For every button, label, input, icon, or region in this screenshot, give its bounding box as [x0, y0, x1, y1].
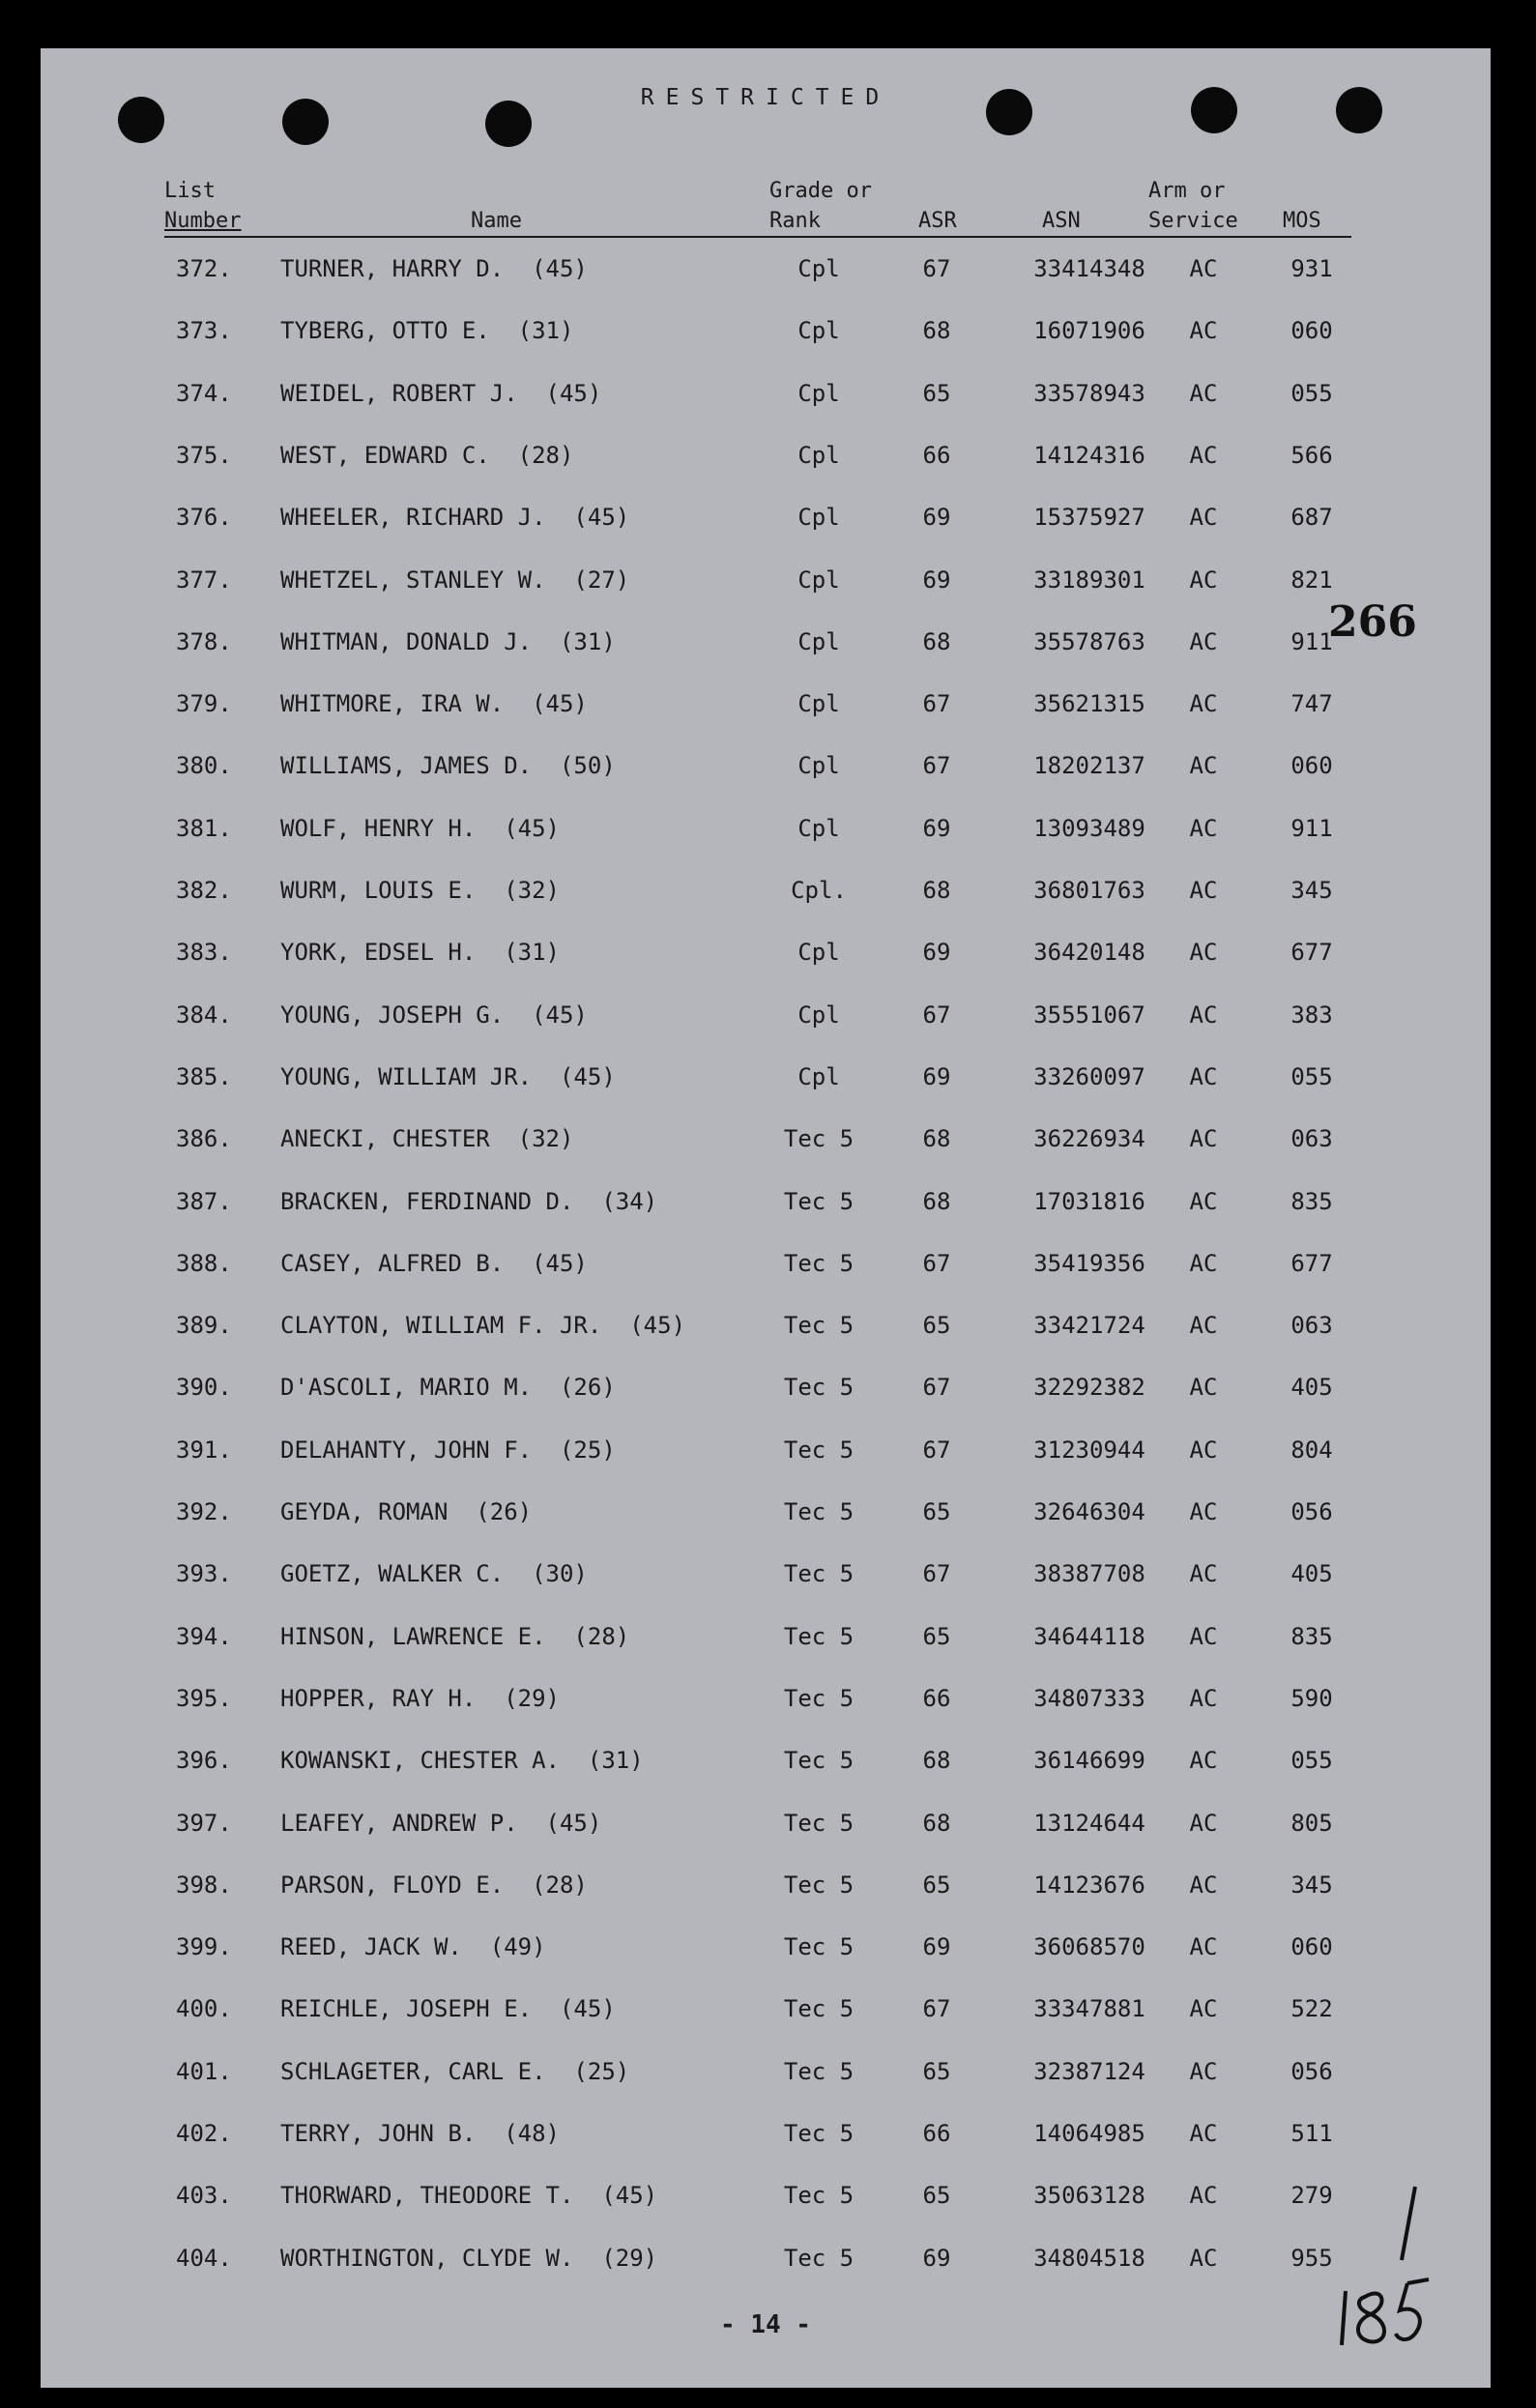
cell-mos: 835 [1290, 1622, 1333, 1650]
cell-num: 389. [176, 1312, 232, 1340]
table-row [41, 1810, 1491, 1848]
table-row [41, 1001, 1491, 1040]
cell-asr: 67 [922, 752, 951, 780]
cell-asn: 13124644 [1033, 1809, 1145, 1837]
cell-mos: 590 [1290, 1684, 1333, 1712]
cell-asr: 65 [922, 1622, 951, 1650]
cell-arm: AC [1189, 379, 1218, 407]
cell-num: 383. [176, 939, 232, 967]
cell-num: 374. [176, 379, 232, 407]
cell-num: 388. [176, 1249, 232, 1277]
cell-mos: 345 [1290, 1871, 1333, 1899]
table-row [41, 1125, 1491, 1164]
cell-arm: AC [1189, 690, 1218, 718]
cell-asr: 65 [922, 1498, 951, 1525]
table-row [41, 1250, 1491, 1289]
cell-mos: 805 [1290, 1809, 1333, 1837]
cell-asr: 68 [922, 1809, 951, 1837]
cell-asr: 67 [922, 1249, 951, 1277]
cell-mos: 345 [1290, 877, 1333, 904]
cell-asr: 68 [922, 1187, 951, 1215]
cell-asr: 68 [922, 1125, 951, 1153]
cell-arm: AC [1189, 2057, 1218, 2085]
cell-name: BRACKEN, FERDINAND D. (34) [280, 1187, 658, 1215]
cell-arm: AC [1189, 627, 1218, 655]
cell-num: 395. [176, 1684, 232, 1712]
cell-name: WORTHINGTON, CLYDE W. (29) [280, 2244, 658, 2272]
cell-arm: AC [1189, 877, 1218, 904]
cell-name: THORWARD, THEODORE T. (45) [280, 2182, 658, 2210]
cell-num: 403. [176, 2182, 232, 2210]
cell-grade: Tec 5 [783, 2057, 855, 2085]
cell-arm: AC [1189, 814, 1218, 842]
cell-asn: 33421724 [1033, 1312, 1145, 1340]
cell-asn: 16071906 [1033, 317, 1145, 345]
cell-arm: AC [1189, 1187, 1218, 1215]
cell-asr: 68 [922, 1747, 951, 1775]
cell-asn: 35063128 [1033, 2182, 1145, 2210]
col-header-mos: MOS [1283, 209, 1321, 233]
cell-asn: 34644118 [1033, 1622, 1145, 1650]
cell-asn: 38387708 [1033, 1560, 1145, 1588]
cell-name: TERRY, JOHN B. (48) [280, 2120, 560, 2147]
cell-arm: AC [1189, 1933, 1218, 1961]
cell-mos: 677 [1290, 1249, 1333, 1277]
cell-asn: 33414348 [1033, 255, 1145, 282]
cell-asr: 66 [922, 2120, 951, 2147]
cell-num: 385. [176, 1062, 232, 1090]
table-row [41, 2120, 1491, 2159]
cell-asn: 35419356 [1033, 1249, 1145, 1277]
cell-asr: 69 [922, 504, 951, 532]
cell-num: 400. [176, 1995, 232, 2023]
cell-name: SCHLAGETER, CARL E. (25) [280, 2057, 630, 2085]
cell-num: 399. [176, 1933, 232, 1961]
cell-asr: 69 [922, 939, 951, 967]
cell-num: 381. [176, 814, 232, 842]
table-row [41, 566, 1491, 605]
cell-mos: 677 [1290, 939, 1333, 967]
cell-arm: AC [1189, 1374, 1218, 1402]
cell-asr: 65 [922, 2182, 951, 2210]
cell-grade: Tec 5 [783, 1249, 855, 1277]
cell-name: HINSON, LAWRENCE E. (28) [280, 1622, 630, 1650]
cell-arm: AC [1189, 1684, 1218, 1712]
cell-grade: Cpl [797, 752, 840, 780]
cell-name: GEYDA, ROMAN (26) [280, 1498, 533, 1525]
cell-num: 402. [176, 2120, 232, 2147]
cell-mos: 522 [1290, 1995, 1333, 2023]
table-row [41, 1871, 1491, 1910]
cell-arm: AC [1189, 939, 1218, 967]
cell-asn: 15375927 [1033, 504, 1145, 532]
cell-mos: 056 [1290, 2057, 1333, 2085]
table-row [41, 380, 1491, 419]
table-row [41, 2245, 1491, 2283]
cell-name: WHITMAN, DONALD J. (31) [280, 627, 616, 655]
cell-asn: 36226934 [1033, 1125, 1145, 1153]
cell-name: WEIDEL, ROBERT J. (45) [280, 379, 602, 407]
cell-mos: 955 [1290, 2244, 1333, 2272]
cell-asr: 69 [922, 2244, 951, 2272]
cell-grade: Tec 5 [783, 1622, 855, 1650]
cell-num: 386. [176, 1125, 232, 1153]
cell-grade: Tec 5 [783, 1933, 855, 1961]
table-row [41, 1063, 1491, 1102]
cell-asn: 36801763 [1033, 877, 1145, 904]
cell-asr: 69 [922, 1933, 951, 1961]
cell-grade: Tec 5 [783, 2244, 855, 2272]
cell-mos: 511 [1290, 2120, 1333, 2147]
cell-asr: 67 [922, 1560, 951, 1588]
cell-asr: 66 [922, 441, 951, 469]
cell-arm: AC [1189, 255, 1218, 282]
cell-asr: 66 [922, 1684, 951, 1712]
cell-grade: Cpl [797, 441, 840, 469]
table-row [41, 752, 1491, 791]
cell-arm: AC [1189, 2120, 1218, 2147]
cell-mos: 055 [1290, 1747, 1333, 1775]
cell-name: TYBERG, OTTO E. (31) [280, 317, 574, 345]
cell-mos: 055 [1290, 1062, 1333, 1090]
cell-asn: 13093489 [1033, 814, 1145, 842]
cell-name: WEST, EDWARD C. (28) [280, 441, 574, 469]
table-row [41, 939, 1491, 977]
cell-mos: 063 [1290, 1125, 1333, 1153]
cell-name: WURM, LOUIS E. (32) [280, 877, 560, 904]
table-row [41, 255, 1491, 294]
cell-asn: 36420148 [1033, 939, 1145, 967]
table-row [41, 1933, 1491, 1972]
cell-mos: 821 [1290, 566, 1333, 594]
cell-num: 379. [176, 690, 232, 718]
table-row [41, 1685, 1491, 1724]
cell-asr: 67 [922, 1001, 951, 1029]
cell-mos: 405 [1290, 1374, 1333, 1402]
cell-asr: 68 [922, 877, 951, 904]
document-page [41, 48, 1491, 2388]
cell-mos: 566 [1290, 441, 1333, 469]
cell-grade: Cpl [797, 1062, 840, 1090]
cell-arm: AC [1189, 1062, 1218, 1090]
table-row [41, 1188, 1491, 1227]
cell-asr: 69 [922, 1062, 951, 1090]
cell-num: 378. [176, 627, 232, 655]
cell-grade: Cpl [797, 627, 840, 655]
cell-grade: Cpl [797, 255, 840, 282]
cell-grade: Cpl [797, 504, 840, 532]
cell-num: 393. [176, 1560, 232, 1588]
cell-mos: 063 [1290, 1312, 1333, 1340]
col-header-grade: Grade or Rank [769, 179, 872, 233]
cell-arm: AC [1189, 566, 1218, 594]
cell-name: WHEELER, RICHARD J. (45) [280, 504, 630, 532]
cell-asr: 67 [922, 1374, 951, 1402]
cell-num: 373. [176, 317, 232, 345]
cell-grade: Cpl [797, 690, 840, 718]
table-row [41, 1436, 1491, 1475]
cell-name: DELAHANTY, JOHN F. (25) [280, 1436, 616, 1464]
table-row [41, 1374, 1491, 1412]
cell-name: D'ASCOLI, MARIO M. (26) [280, 1374, 616, 1402]
cell-asn: 14064985 [1033, 2120, 1145, 2147]
cell-arm: AC [1189, 317, 1218, 345]
cell-num: 398. [176, 1871, 232, 1899]
cell-arm: AC [1189, 1498, 1218, 1525]
restricted-stamp: RESTRICTED [640, 85, 891, 110]
cell-asn: 32387124 [1033, 2057, 1145, 2085]
table-row [41, 504, 1491, 542]
page-number: - 14 - [720, 2310, 811, 2339]
cell-asr: 69 [922, 566, 951, 594]
cell-asn: 33347881 [1033, 1995, 1145, 2023]
table-row [41, 1560, 1491, 1599]
table-row [41, 877, 1491, 915]
cell-asn: 18202137 [1033, 752, 1145, 780]
cell-name: YORK, EDSEL H. (31) [280, 939, 560, 967]
cell-asr: 67 [922, 1995, 951, 2023]
cell-grade: Tec 5 [783, 1995, 855, 2023]
cell-mos: 931 [1290, 255, 1333, 282]
cell-asn: 34807333 [1033, 1684, 1145, 1712]
cell-grade: Tec 5 [783, 1374, 855, 1402]
cell-num: 377. [176, 566, 232, 594]
cell-arm: AC [1189, 1747, 1218, 1775]
cell-asr: 68 [922, 317, 951, 345]
table-row [41, 690, 1491, 729]
cell-asr: 67 [922, 1436, 951, 1464]
cell-arm: AC [1189, 1125, 1218, 1153]
cell-num: 375. [176, 441, 232, 469]
cell-arm: AC [1189, 1560, 1218, 1588]
cell-asn: 14124316 [1033, 441, 1145, 469]
cell-mos: 747 [1290, 690, 1333, 718]
cell-name: REED, JACK W. (49) [280, 1933, 546, 1961]
cell-num: 396. [176, 1747, 232, 1775]
cell-num: 404. [176, 2244, 232, 2272]
cell-grade: Tec 5 [783, 1498, 855, 1525]
cell-name: WHITMORE, IRA W. (45) [280, 690, 588, 718]
cell-grade: Tec 5 [783, 1125, 855, 1153]
cell-asn: 31230944 [1033, 1436, 1145, 1464]
cell-arm: AC [1189, 1001, 1218, 1029]
cell-mos: 060 [1290, 752, 1333, 780]
cell-num: 382. [176, 877, 232, 904]
table-row [41, 1498, 1491, 1537]
cell-mos: 911 [1290, 814, 1333, 842]
col-header-asr: ASR [918, 209, 957, 233]
cell-grade: Cpl [797, 566, 840, 594]
cell-asr: 65 [922, 1312, 951, 1340]
table-row [41, 317, 1491, 356]
cell-num: 390. [176, 1374, 232, 1402]
cell-grade: Cpl [797, 317, 840, 345]
cell-grade: Cpl. [791, 877, 847, 904]
cell-asn: 35621315 [1033, 690, 1145, 718]
cell-arm: AC [1189, 1312, 1218, 1340]
cell-num: 372. [176, 255, 232, 282]
cell-arm: AC [1189, 1871, 1218, 1899]
table-row [41, 815, 1491, 854]
cell-name: REICHLE, JOSEPH E. (45) [280, 1995, 616, 2023]
cell-num: 380. [176, 752, 232, 780]
cell-asn: 32292382 [1033, 1374, 1145, 1402]
cell-mos: 804 [1290, 1436, 1333, 1464]
cell-num: 376. [176, 504, 232, 532]
table-row [41, 1995, 1491, 2034]
cell-grade: Tec 5 [783, 1312, 855, 1340]
cell-grade: Cpl [797, 814, 840, 842]
cell-grade: Tec 5 [783, 1436, 855, 1464]
cell-num: 394. [176, 1622, 232, 1650]
cell-arm: AC [1189, 1436, 1218, 1464]
table-row [41, 2058, 1491, 2097]
cell-name: GOETZ, WALKER C. (30) [280, 1560, 588, 1588]
cell-grade: Tec 5 [783, 1187, 855, 1215]
cell-mos: 911 [1290, 627, 1333, 655]
cell-asn: 36068570 [1033, 1933, 1145, 1961]
cell-num: 401. [176, 2057, 232, 2085]
cell-num: 397. [176, 1809, 232, 1837]
col-header-name: Name [471, 209, 522, 233]
table-row [41, 1623, 1491, 1662]
header-rule [164, 236, 1351, 238]
cell-grade: Tec 5 [783, 1871, 855, 1899]
cell-mos: 060 [1290, 1933, 1333, 1961]
cell-grade: Tec 5 [783, 1684, 855, 1712]
cell-mos: 405 [1290, 1560, 1333, 1588]
cell-asn: 32646304 [1033, 1498, 1145, 1525]
cell-name: HOPPER, RAY H. (29) [280, 1684, 560, 1712]
cell-name: LEAFEY, ANDREW P. (45) [280, 1809, 602, 1837]
cell-name: WHETZEL, STANLEY W. (27) [280, 566, 630, 594]
cell-grade: Tec 5 [783, 2120, 855, 2147]
cell-mos: 060 [1290, 317, 1333, 345]
margin-stamp: 266 [1328, 597, 1417, 647]
col-header-asn: ASN [1042, 209, 1081, 233]
table-row [41, 628, 1491, 667]
table-row [41, 442, 1491, 480]
cell-arm: AC [1189, 1995, 1218, 2023]
cell-name: YOUNG, JOSEPH G. (45) [280, 1001, 588, 1029]
cell-mos: 835 [1290, 1187, 1333, 1215]
cell-mos: 279 [1290, 2182, 1333, 2210]
cell-name: YOUNG, WILLIAM JR. (45) [280, 1062, 616, 1090]
cell-arm: AC [1189, 2244, 1218, 2272]
cell-asn: 33260097 [1033, 1062, 1145, 1090]
cell-name: TURNER, HARRY D. (45) [280, 255, 588, 282]
cell-grade: Cpl [797, 939, 840, 967]
cell-arm: AC [1189, 441, 1218, 469]
cell-grade: Tec 5 [783, 1560, 855, 1588]
cell-asn: 33578943 [1033, 379, 1145, 407]
cell-name: KOWANSKI, CHESTER A. (31) [280, 1747, 644, 1775]
cell-asr: 65 [922, 379, 951, 407]
col-header-arm: Arm or Service [1148, 179, 1238, 233]
cell-asr: 67 [922, 690, 951, 718]
cell-grade: Cpl [797, 379, 840, 407]
cell-asr: 68 [922, 627, 951, 655]
cell-grade: Tec 5 [783, 1747, 855, 1775]
cell-name: WILLIAMS, JAMES D. (50) [280, 752, 616, 780]
cell-arm: AC [1189, 2182, 1218, 2210]
cell-name: ANECKI, CHESTER (32) [280, 1125, 574, 1153]
cell-mos: 055 [1290, 379, 1333, 407]
cell-num: 387. [176, 1187, 232, 1215]
cell-grade: Tec 5 [783, 2182, 855, 2210]
cell-asr: 67 [922, 255, 951, 282]
cell-grade: Tec 5 [783, 1809, 855, 1837]
cell-num: 384. [176, 1001, 232, 1029]
cell-name: CLAYTON, WILLIAM F. JR. (45) [280, 1312, 686, 1340]
cell-asn: 14123676 [1033, 1871, 1145, 1899]
cell-asn: 17031816 [1033, 1187, 1145, 1215]
table-row [41, 1312, 1491, 1350]
table-row [41, 2182, 1491, 2220]
cell-name: PARSON, FLOYD E. (28) [280, 1871, 588, 1899]
cell-num: 391. [176, 1436, 232, 1464]
cell-arm: AC [1189, 504, 1218, 532]
cell-asn: 35578763 [1033, 627, 1145, 655]
cell-mos: 383 [1290, 1001, 1333, 1029]
cell-asn: 36146699 [1033, 1747, 1145, 1775]
cell-name: WOLF, HENRY H. (45) [280, 814, 560, 842]
cell-asn: 34804518 [1033, 2244, 1145, 2272]
cell-arm: AC [1189, 752, 1218, 780]
cell-name: CASEY, ALFRED B. (45) [280, 1249, 588, 1277]
cell-asr: 65 [922, 1871, 951, 1899]
cell-asr: 65 [922, 2057, 951, 2085]
cell-asr: 69 [922, 814, 951, 842]
cell-mos: 687 [1290, 504, 1333, 532]
cell-grade: Cpl [797, 1001, 840, 1029]
table-row [41, 1747, 1491, 1785]
cell-num: 392. [176, 1498, 232, 1525]
cell-arm: AC [1189, 1809, 1218, 1837]
cell-mos: 056 [1290, 1498, 1333, 1525]
cell-arm: AC [1189, 1622, 1218, 1650]
cell-arm: AC [1189, 1249, 1218, 1277]
col-header-list-number: List Number [164, 179, 242, 233]
cell-asn: 35551067 [1033, 1001, 1145, 1029]
cell-asn: 33189301 [1033, 566, 1145, 594]
